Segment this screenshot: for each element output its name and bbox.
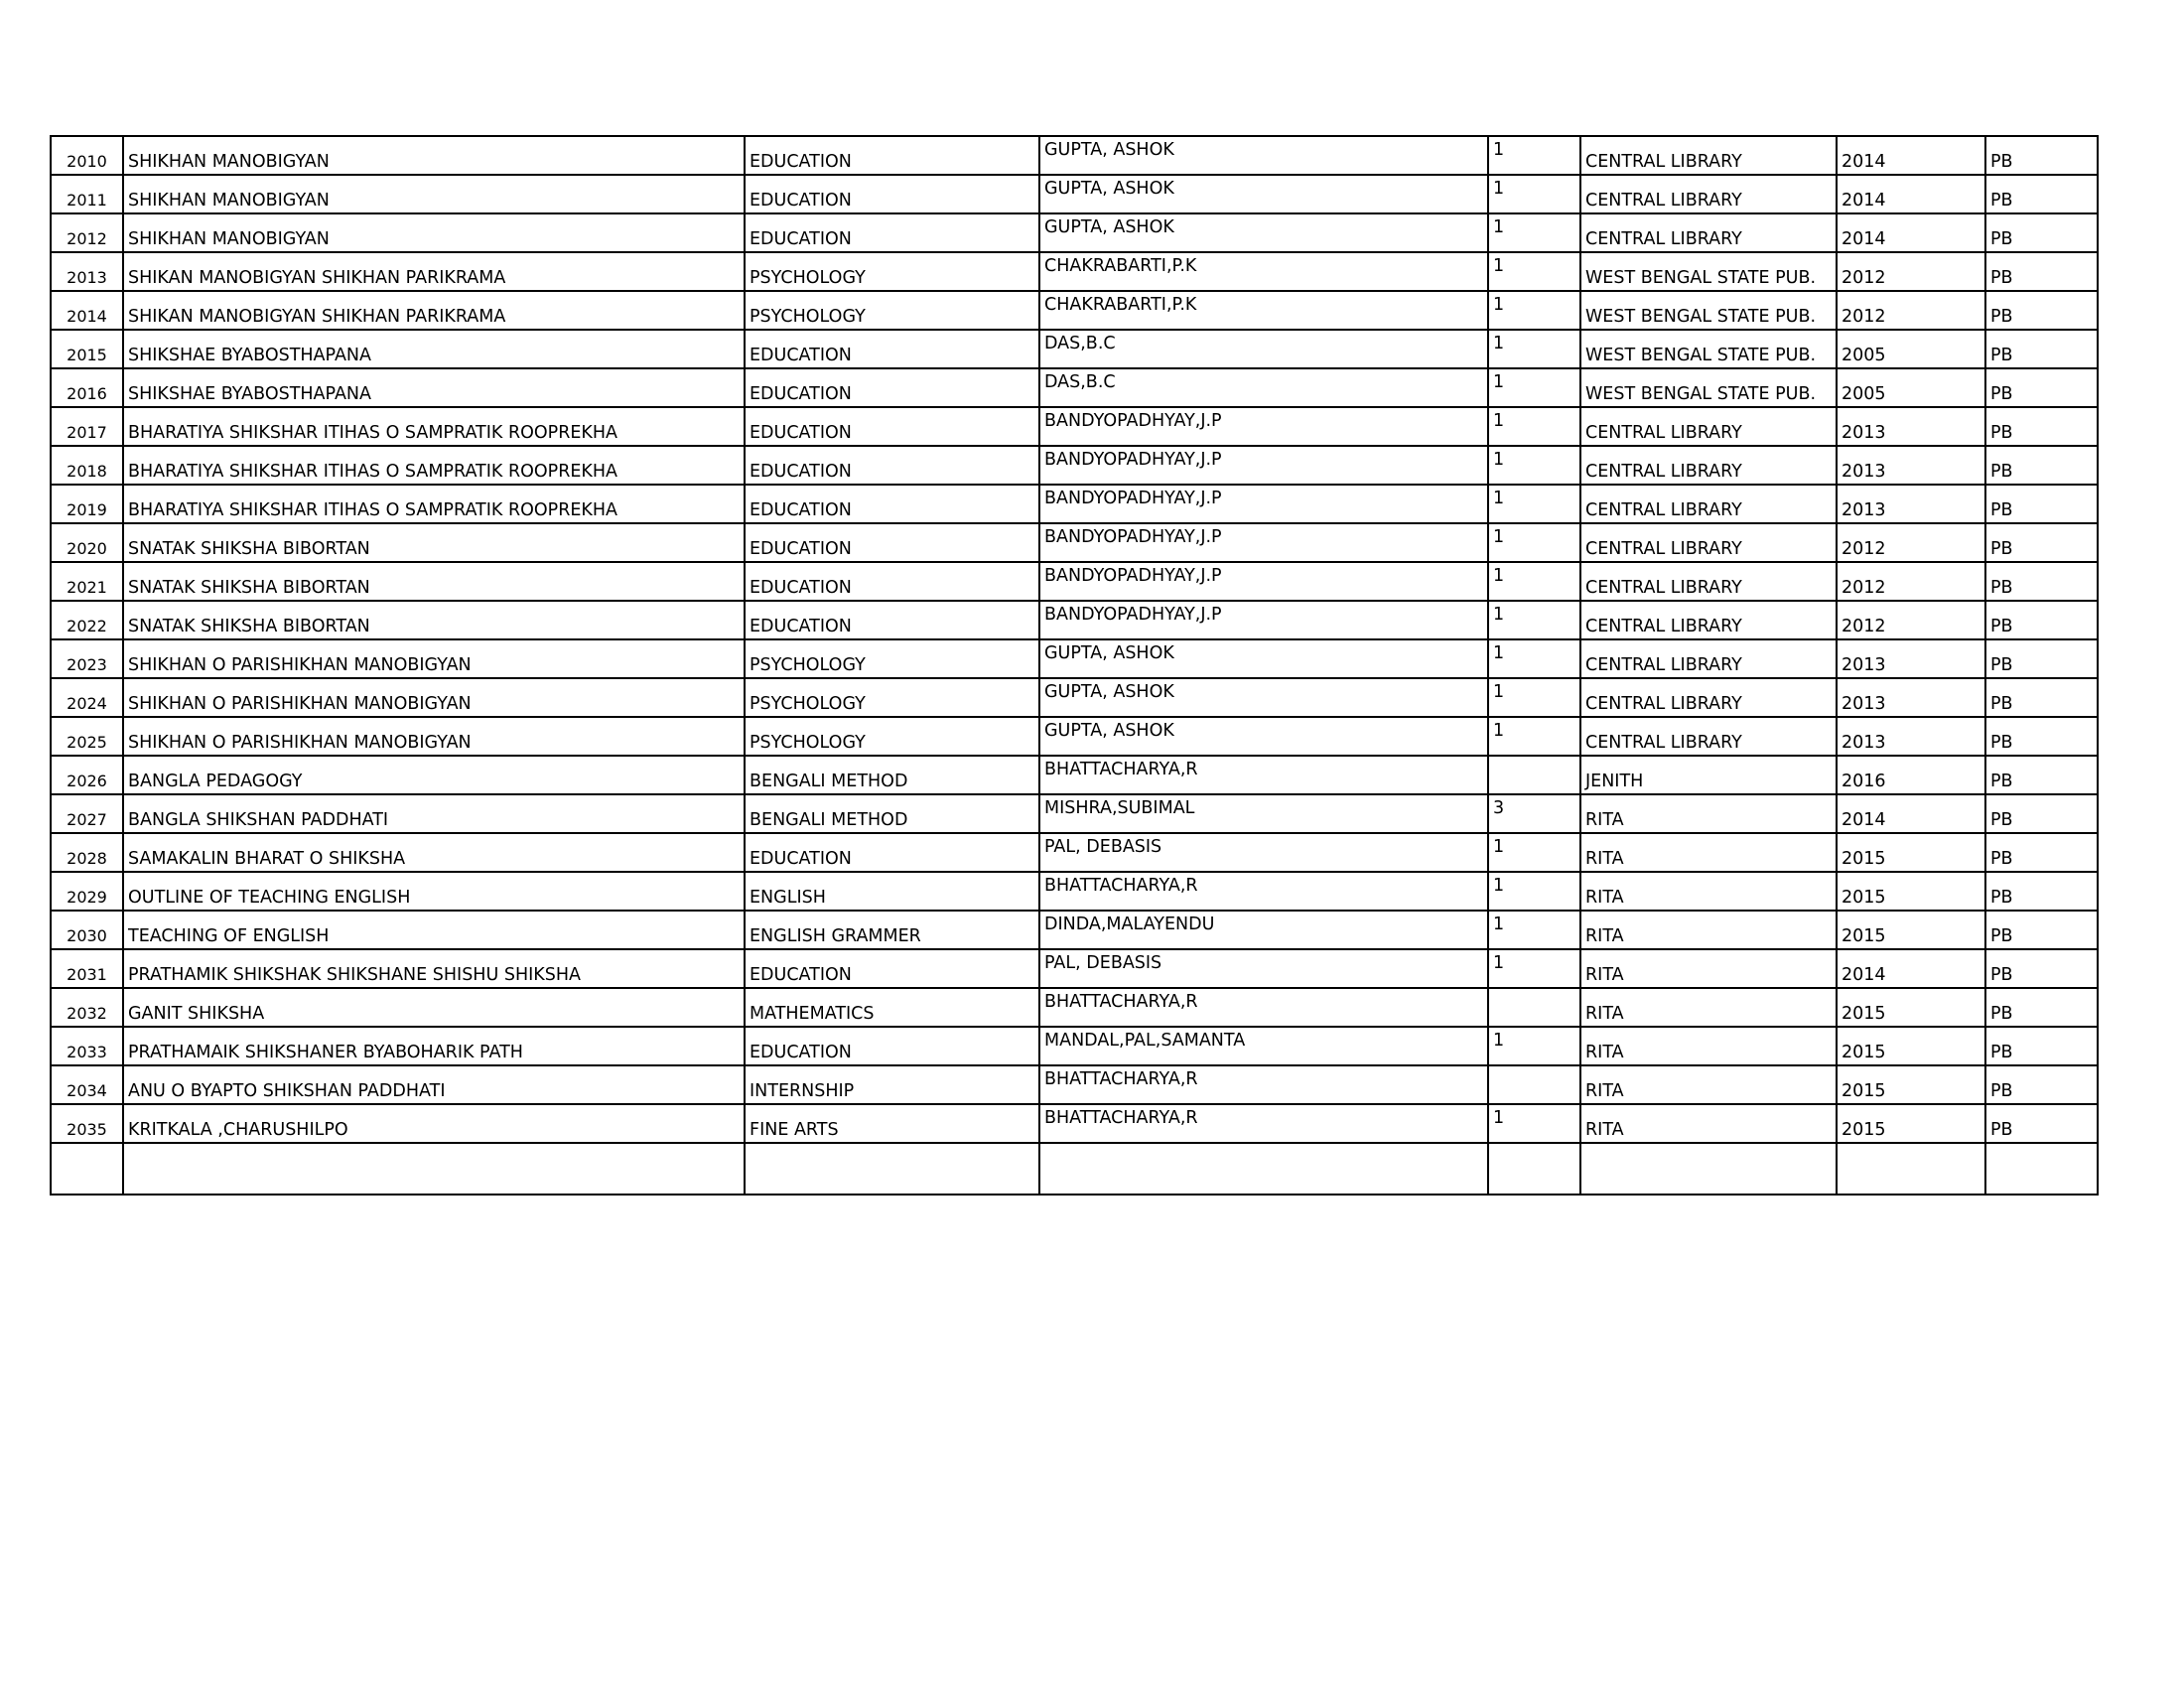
book-title-cell: SHIKHAN MANOBIGYAN	[123, 213, 745, 252]
library-register-table	[50, 135, 2099, 1196]
author-cell: PAL, DEBASIS	[1039, 833, 1488, 872]
author-cell: GUPTA, ASHOK	[1039, 175, 1488, 213]
author-cell: BHATTACHARYA,R	[1039, 1104, 1488, 1143]
author-cell: DAS,B.C	[1039, 330, 1488, 368]
source-cell: RITA	[1580, 1104, 1837, 1143]
subject-cell: PSYCHOLOGY	[745, 252, 1039, 291]
binding-cell: PB	[1985, 368, 2098, 407]
table-row	[51, 446, 2098, 485]
book-title-cell: SHIKHAN O PARISHIKHAN MANOBIGYAN	[123, 717, 745, 756]
year-cell: 2013	[1837, 717, 1985, 756]
blank-row	[51, 1143, 2098, 1195]
serial-number-cell: 2030	[51, 911, 123, 949]
serial-number-cell: 2014	[51, 291, 123, 330]
source-cell: WEST BENGAL STATE PUB.	[1580, 330, 1837, 368]
year-cell: 2012	[1837, 291, 1985, 330]
copies-cell: 1	[1488, 291, 1580, 330]
source-cell: WEST BENGAL STATE PUB.	[1580, 252, 1837, 291]
subject-cell: PSYCHOLOGY	[745, 639, 1039, 678]
year-cell: 2015	[1837, 1027, 1985, 1065]
subject-cell: EDUCATION	[745, 213, 1039, 252]
source-cell: CENTRAL LIBRARY	[1580, 136, 1837, 175]
subject-cell: PSYCHOLOGY	[745, 678, 1039, 717]
author-cell: BANDYOPADHYAY,J.P	[1039, 446, 1488, 485]
author-cell: GUPTA, ASHOK	[1039, 678, 1488, 717]
source-cell: RITA	[1580, 833, 1837, 872]
table-row	[51, 949, 2098, 988]
source-cell: WEST BENGAL STATE PUB.	[1580, 368, 1837, 407]
subject-cell: ENGLISH GRAMMER	[745, 911, 1039, 949]
subject-cell: EDUCATION	[745, 407, 1039, 446]
book-title-cell: SHIKSHAE BYABOSTHAPANA	[123, 330, 745, 368]
serial-number-cell: 2021	[51, 562, 123, 601]
author-cell: MANDAL,PAL,SAMANTA	[1039, 1027, 1488, 1065]
author-cell: BHATTACHARYA,R	[1039, 1065, 1488, 1104]
book-title-cell: PRATHAMIK SHIKSHAK SHIKSHANE SHISHU SHIKSHA	[123, 949, 745, 988]
blank-cell	[1985, 1143, 2098, 1195]
copies-cell: 3	[1488, 794, 1580, 833]
copies-cell: 1	[1488, 330, 1580, 368]
book-title-cell: SNATAK SHIKSHA BIBORTAN	[123, 601, 745, 639]
source-cell: CENTRAL LIBRARY	[1580, 562, 1837, 601]
binding-cell: PB	[1985, 1065, 2098, 1104]
blank-cell	[1837, 1143, 1985, 1195]
book-title-cell: SHIKHAN O PARISHIKHAN MANOBIGYAN	[123, 678, 745, 717]
book-title-cell: SHIKAN MANOBIGYAN SHIKHAN PARIKRAMA	[123, 291, 745, 330]
source-cell: CENTRAL LIBRARY	[1580, 678, 1837, 717]
serial-number-cell: 2018	[51, 446, 123, 485]
year-cell: 2012	[1837, 252, 1985, 291]
binding-cell: PB	[1985, 407, 2098, 446]
subject-cell: INTERNSHIP	[745, 1065, 1039, 1104]
serial-number-cell: 2015	[51, 330, 123, 368]
author-cell: BHATTACHARYA,R	[1039, 872, 1488, 911]
register-body	[51, 136, 2098, 1195]
table-row	[51, 252, 2098, 291]
table-row	[51, 717, 2098, 756]
year-cell: 2013	[1837, 446, 1985, 485]
subject-cell: EDUCATION	[745, 1027, 1039, 1065]
binding-cell: PB	[1985, 523, 2098, 562]
book-title-cell: GANIT SHIKSHA	[123, 988, 745, 1027]
blank-cell	[745, 1143, 1039, 1195]
book-title-cell: SNATAK SHIKSHA BIBORTAN	[123, 562, 745, 601]
year-cell: 2012	[1837, 601, 1985, 639]
table-row	[51, 368, 2098, 407]
copies-cell	[1488, 1065, 1580, 1104]
serial-number-cell: 2017	[51, 407, 123, 446]
binding-cell: PB	[1985, 252, 2098, 291]
binding-cell: PB	[1985, 911, 2098, 949]
binding-cell: PB	[1985, 291, 2098, 330]
book-title-cell: BANGLA SHIKSHAN PADDHATI	[123, 794, 745, 833]
binding-cell: PB	[1985, 1027, 2098, 1065]
book-title-cell: SAMAKALIN BHARAT O SHIKSHA	[123, 833, 745, 872]
source-cell: CENTRAL LIBRARY	[1580, 213, 1837, 252]
book-title-cell: SNATAK SHIKSHA BIBORTAN	[123, 523, 745, 562]
book-title-cell: SHIKAN MANOBIGYAN SHIKHAN PARIKRAMA	[123, 252, 745, 291]
binding-cell: PB	[1985, 872, 2098, 911]
binding-cell: PB	[1985, 601, 2098, 639]
year-cell: 2014	[1837, 175, 1985, 213]
table-row	[51, 291, 2098, 330]
blank-cell	[123, 1143, 745, 1195]
binding-cell: PB	[1985, 833, 2098, 872]
book-title-cell: SHIKHAN MANOBIGYAN	[123, 175, 745, 213]
copies-cell: 1	[1488, 175, 1580, 213]
source-cell: CENTRAL LIBRARY	[1580, 407, 1837, 446]
copies-cell: 1	[1488, 1104, 1580, 1143]
year-cell: 2015	[1837, 1065, 1985, 1104]
source-cell: CENTRAL LIBRARY	[1580, 446, 1837, 485]
author-cell: DINDA,MALAYENDU	[1039, 911, 1488, 949]
copies-cell: 1	[1488, 485, 1580, 523]
serial-number-cell: 2034	[51, 1065, 123, 1104]
serial-number-cell: 2013	[51, 252, 123, 291]
table-row	[51, 523, 2098, 562]
author-cell: BHATTACHARYA,R	[1039, 756, 1488, 794]
author-cell: MISHRA,SUBIMAL	[1039, 794, 1488, 833]
binding-cell: PB	[1985, 678, 2098, 717]
book-title-cell: BHARATIYA SHIKSHAR ITIHAS O SAMPRATIK ROOPREKHA	[123, 407, 745, 446]
year-cell: 2015	[1837, 911, 1985, 949]
year-cell: 2014	[1837, 213, 1985, 252]
subject-cell: BENGALI METHOD	[745, 794, 1039, 833]
author-cell: CHAKRABARTI,P.K	[1039, 252, 1488, 291]
book-title-cell: SHIKSHAE BYABOSTHAPANA	[123, 368, 745, 407]
author-cell: GUPTA, ASHOK	[1039, 639, 1488, 678]
year-cell: 2013	[1837, 639, 1985, 678]
source-cell: CENTRAL LIBRARY	[1580, 175, 1837, 213]
subject-cell: EDUCATION	[745, 368, 1039, 407]
table-row	[51, 601, 2098, 639]
table-row	[51, 988, 2098, 1027]
author-cell: GUPTA, ASHOK	[1039, 717, 1488, 756]
blank-cell	[51, 1143, 123, 1195]
table-row	[51, 562, 2098, 601]
year-cell: 2005	[1837, 330, 1985, 368]
table-row	[51, 1104, 2098, 1143]
copies-cell: 1	[1488, 678, 1580, 717]
book-title-cell: BHARATIYA SHIKSHAR ITIHAS O SAMPRATIK ROOPREKHA	[123, 446, 745, 485]
table-row	[51, 639, 2098, 678]
source-cell: CENTRAL LIBRARY	[1580, 601, 1837, 639]
subject-cell: EDUCATION	[745, 175, 1039, 213]
serial-number-cell: 2031	[51, 949, 123, 988]
source-cell: RITA	[1580, 911, 1837, 949]
author-cell: CHAKRABARTI,P.K	[1039, 291, 1488, 330]
copies-cell: 1	[1488, 717, 1580, 756]
copies-cell: 1	[1488, 639, 1580, 678]
serial-number-cell: 2012	[51, 213, 123, 252]
copies-cell: 1	[1488, 368, 1580, 407]
binding-cell: PB	[1985, 756, 2098, 794]
copies-cell: 1	[1488, 911, 1580, 949]
blank-cell	[1039, 1143, 1488, 1195]
table-row	[51, 833, 2098, 872]
serial-number-cell: 2011	[51, 175, 123, 213]
serial-number-cell: 2024	[51, 678, 123, 717]
author-cell: BANDYOPADHYAY,J.P	[1039, 562, 1488, 601]
serial-number-cell: 2028	[51, 833, 123, 872]
year-cell: 2014	[1837, 136, 1985, 175]
table-row	[51, 213, 2098, 252]
binding-cell: PB	[1985, 1104, 2098, 1143]
table-row	[51, 136, 2098, 175]
source-cell: RITA	[1580, 794, 1837, 833]
subject-cell: EDUCATION	[745, 330, 1039, 368]
subject-cell: ENGLISH	[745, 872, 1039, 911]
binding-cell: PB	[1985, 213, 2098, 252]
subject-cell: EDUCATION	[745, 136, 1039, 175]
copies-cell: 1	[1488, 252, 1580, 291]
serial-number-cell: 2016	[51, 368, 123, 407]
source-cell: CENTRAL LIBRARY	[1580, 639, 1837, 678]
source-cell: CENTRAL LIBRARY	[1580, 485, 1837, 523]
book-title-cell: SHIKHAN O PARISHIKHAN MANOBIGYAN	[123, 639, 745, 678]
table-row	[51, 1065, 2098, 1104]
author-cell: BANDYOPADHYAY,J.P	[1039, 407, 1488, 446]
subject-cell: EDUCATION	[745, 833, 1039, 872]
copies-cell: 1	[1488, 601, 1580, 639]
subject-cell: EDUCATION	[745, 949, 1039, 988]
source-cell: JENITH	[1580, 756, 1837, 794]
serial-number-cell: 2035	[51, 1104, 123, 1143]
book-title-cell: PRATHAMAIK SHIKSHANER BYABOHARIK PATH	[123, 1027, 745, 1065]
table-row	[51, 678, 2098, 717]
copies-cell: 1	[1488, 136, 1580, 175]
table-row	[51, 407, 2098, 446]
binding-cell: PB	[1985, 717, 2098, 756]
subject-cell: PSYCHOLOGY	[745, 291, 1039, 330]
table-row	[51, 911, 2098, 949]
blank-cell	[1580, 1143, 1837, 1195]
year-cell: 2015	[1837, 872, 1985, 911]
serial-number-cell: 2025	[51, 717, 123, 756]
source-cell: RITA	[1580, 872, 1837, 911]
subject-cell: MATHEMATICS	[745, 988, 1039, 1027]
binding-cell: PB	[1985, 639, 2098, 678]
subject-cell: EDUCATION	[745, 446, 1039, 485]
source-cell: RITA	[1580, 1065, 1837, 1104]
year-cell: 2012	[1837, 562, 1985, 601]
author-cell: BANDYOPADHYAY,J.P	[1039, 523, 1488, 562]
serial-number-cell: 2010	[51, 136, 123, 175]
copies-cell: 1	[1488, 523, 1580, 562]
serial-number-cell: 2033	[51, 1027, 123, 1065]
table-row	[51, 330, 2098, 368]
source-cell: CENTRAL LIBRARY	[1580, 717, 1837, 756]
serial-number-cell: 2019	[51, 485, 123, 523]
author-cell: GUPTA, ASHOK	[1039, 213, 1488, 252]
subject-cell: EDUCATION	[745, 562, 1039, 601]
subject-cell: EDUCATION	[745, 601, 1039, 639]
binding-cell: PB	[1985, 949, 2098, 988]
table-row	[51, 756, 2098, 794]
binding-cell: PB	[1985, 446, 2098, 485]
copies-cell: 1	[1488, 213, 1580, 252]
copies-cell: 1	[1488, 446, 1580, 485]
year-cell: 2005	[1837, 368, 1985, 407]
author-cell: BHATTACHARYA,R	[1039, 988, 1488, 1027]
subject-cell: PSYCHOLOGY	[745, 717, 1039, 756]
binding-cell: PB	[1985, 794, 2098, 833]
year-cell: 2014	[1837, 949, 1985, 988]
binding-cell: PB	[1985, 175, 2098, 213]
serial-number-cell: 2022	[51, 601, 123, 639]
binding-cell: PB	[1985, 485, 2098, 523]
author-cell: BANDYOPADHYAY,J.P	[1039, 485, 1488, 523]
year-cell: 2014	[1837, 794, 1985, 833]
copies-cell: 1	[1488, 872, 1580, 911]
author-cell: DAS,B.C	[1039, 368, 1488, 407]
year-cell: 2012	[1837, 523, 1985, 562]
subject-cell: EDUCATION	[745, 485, 1039, 523]
subject-cell: BENGALI METHOD	[745, 756, 1039, 794]
table-row	[51, 872, 2098, 911]
table-row	[51, 1027, 2098, 1065]
source-cell: RITA	[1580, 1027, 1837, 1065]
copies-cell: 1	[1488, 1027, 1580, 1065]
blank-cell	[1488, 1143, 1580, 1195]
copies-cell: 1	[1488, 562, 1580, 601]
serial-number-cell: 2020	[51, 523, 123, 562]
table-row	[51, 175, 2098, 213]
year-cell: 2013	[1837, 678, 1985, 717]
book-title-cell: TEACHING OF ENGLISH	[123, 911, 745, 949]
serial-number-cell: 2023	[51, 639, 123, 678]
copies-cell	[1488, 988, 1580, 1027]
author-cell: PAL, DEBASIS	[1039, 949, 1488, 988]
source-cell: RITA	[1580, 988, 1837, 1027]
serial-number-cell: 2026	[51, 756, 123, 794]
book-title-cell: ANU O BYAPTO SHIKSHAN PADDHATI	[123, 1065, 745, 1104]
source-cell: RITA	[1580, 949, 1837, 988]
serial-number-cell: 2029	[51, 872, 123, 911]
copies-cell: 1	[1488, 949, 1580, 988]
subject-cell: FINE ARTS	[745, 1104, 1039, 1143]
year-cell: 2015	[1837, 1104, 1985, 1143]
source-cell: WEST BENGAL STATE PUB.	[1580, 291, 1837, 330]
table-row	[51, 485, 2098, 523]
serial-number-cell: 2027	[51, 794, 123, 833]
book-title-cell: BANGLA PEDAGOGY	[123, 756, 745, 794]
serial-number-cell: 2032	[51, 988, 123, 1027]
copies-cell: 1	[1488, 407, 1580, 446]
copies-cell: 1	[1488, 833, 1580, 872]
table-row	[51, 794, 2098, 833]
year-cell: 2016	[1837, 756, 1985, 794]
subject-cell: EDUCATION	[745, 523, 1039, 562]
binding-cell: PB	[1985, 136, 2098, 175]
book-title-cell: SHIKHAN MANOBIGYAN	[123, 136, 745, 175]
book-title-cell: BHARATIYA SHIKSHAR ITIHAS O SAMPRATIK ROOPREKHA	[123, 485, 745, 523]
year-cell: 2013	[1837, 407, 1985, 446]
year-cell: 2015	[1837, 988, 1985, 1027]
book-title-cell: OUTLINE OF TEACHING ENGLISH	[123, 872, 745, 911]
author-cell: GUPTA, ASHOK	[1039, 136, 1488, 175]
book-title-cell: KRITKALA ,CHARUSHILPO	[123, 1104, 745, 1143]
copies-cell	[1488, 756, 1580, 794]
binding-cell: PB	[1985, 988, 2098, 1027]
year-cell: 2015	[1837, 833, 1985, 872]
year-cell: 2013	[1837, 485, 1985, 523]
binding-cell: PB	[1985, 330, 2098, 368]
binding-cell: PB	[1985, 562, 2098, 601]
author-cell: BANDYOPADHYAY,J.P	[1039, 601, 1488, 639]
source-cell: CENTRAL LIBRARY	[1580, 523, 1837, 562]
